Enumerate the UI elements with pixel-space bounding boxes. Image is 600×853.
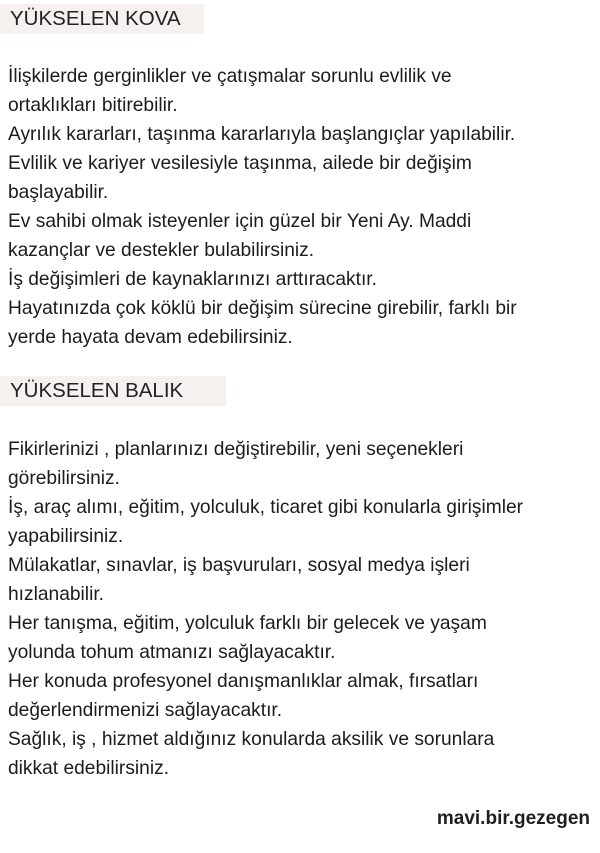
text-line: Mülakatlar, sınavlar, iş başvuruları, sosyal medya işleri bbox=[8, 555, 470, 576]
text-line: Fikirlerinizi , planlarınızı değiştirebilir, yeni seçenekleri bbox=[8, 439, 464, 460]
text-line: Sağlık, iş , hizmet aldığınız konularda aksilik ve sorunlara bbox=[8, 729, 495, 750]
text-line: İlişkilerde gerginlikler ve çatışmalar sorunlu evlilik ve bbox=[8, 66, 452, 87]
text-line: ortaklıkları bitirebilir. bbox=[8, 95, 178, 116]
text-line: Her konuda profesyonel danışmanlıklar almak, fırsatları bbox=[8, 671, 479, 692]
text-line: Evlilik ve kariyer vesilesiyle taşınma, ailede bir değişim bbox=[8, 153, 472, 174]
text-line: değerlendirmenizi sağlayacaktır. bbox=[8, 700, 283, 721]
text-line: yerde hayata devam edebilirsiniz. bbox=[8, 327, 293, 348]
text-line: Her tanışma, eğitim, yolculuk farklı bir gelecek ve yaşam bbox=[8, 613, 487, 634]
text-line: görebilirsiniz. bbox=[8, 468, 120, 489]
section-body-kova bbox=[8, 62, 596, 352]
section-heading-balik: YÜKSELEN BALIK bbox=[0, 376, 226, 406]
text-line: Ayrılık kararları, taşınma kararlarıyla başlangıçlar yapılabilir. bbox=[8, 124, 516, 145]
text-line: Ev sahibi olmak isteyenler için güzel bir Yeni Ay. Maddi bbox=[8, 211, 472, 232]
text-line: başlayabilir. bbox=[8, 182, 109, 203]
text-line: Hayatınızda çok köklü bir değişim sürecine girebilir, farklı bir bbox=[8, 298, 517, 319]
text-line: İş, araç alımı, eğitim, yolculuk, ticaret gibi konularla girişimler bbox=[8, 497, 524, 518]
watermark-handle: mavi.bir.gezegen bbox=[436, 808, 590, 829]
text-line: hızlanabilir. bbox=[8, 584, 104, 605]
text-line: dikkat edebilirsiniz. bbox=[8, 758, 170, 779]
text-line: İş değişimleri de kaynaklarınızı arttıracaktır. bbox=[8, 269, 377, 290]
text-line: kazançlar ve destekler bulabilirsiniz. bbox=[8, 240, 315, 261]
text-line: yolunda tohum atmanızı sağlayacaktır. bbox=[8, 642, 336, 663]
text-line: yapabilirsiniz. bbox=[8, 526, 124, 547]
section-body-balik bbox=[8, 435, 596, 783]
section-heading-kova: YÜKSELEN KOVA bbox=[0, 4, 204, 34]
